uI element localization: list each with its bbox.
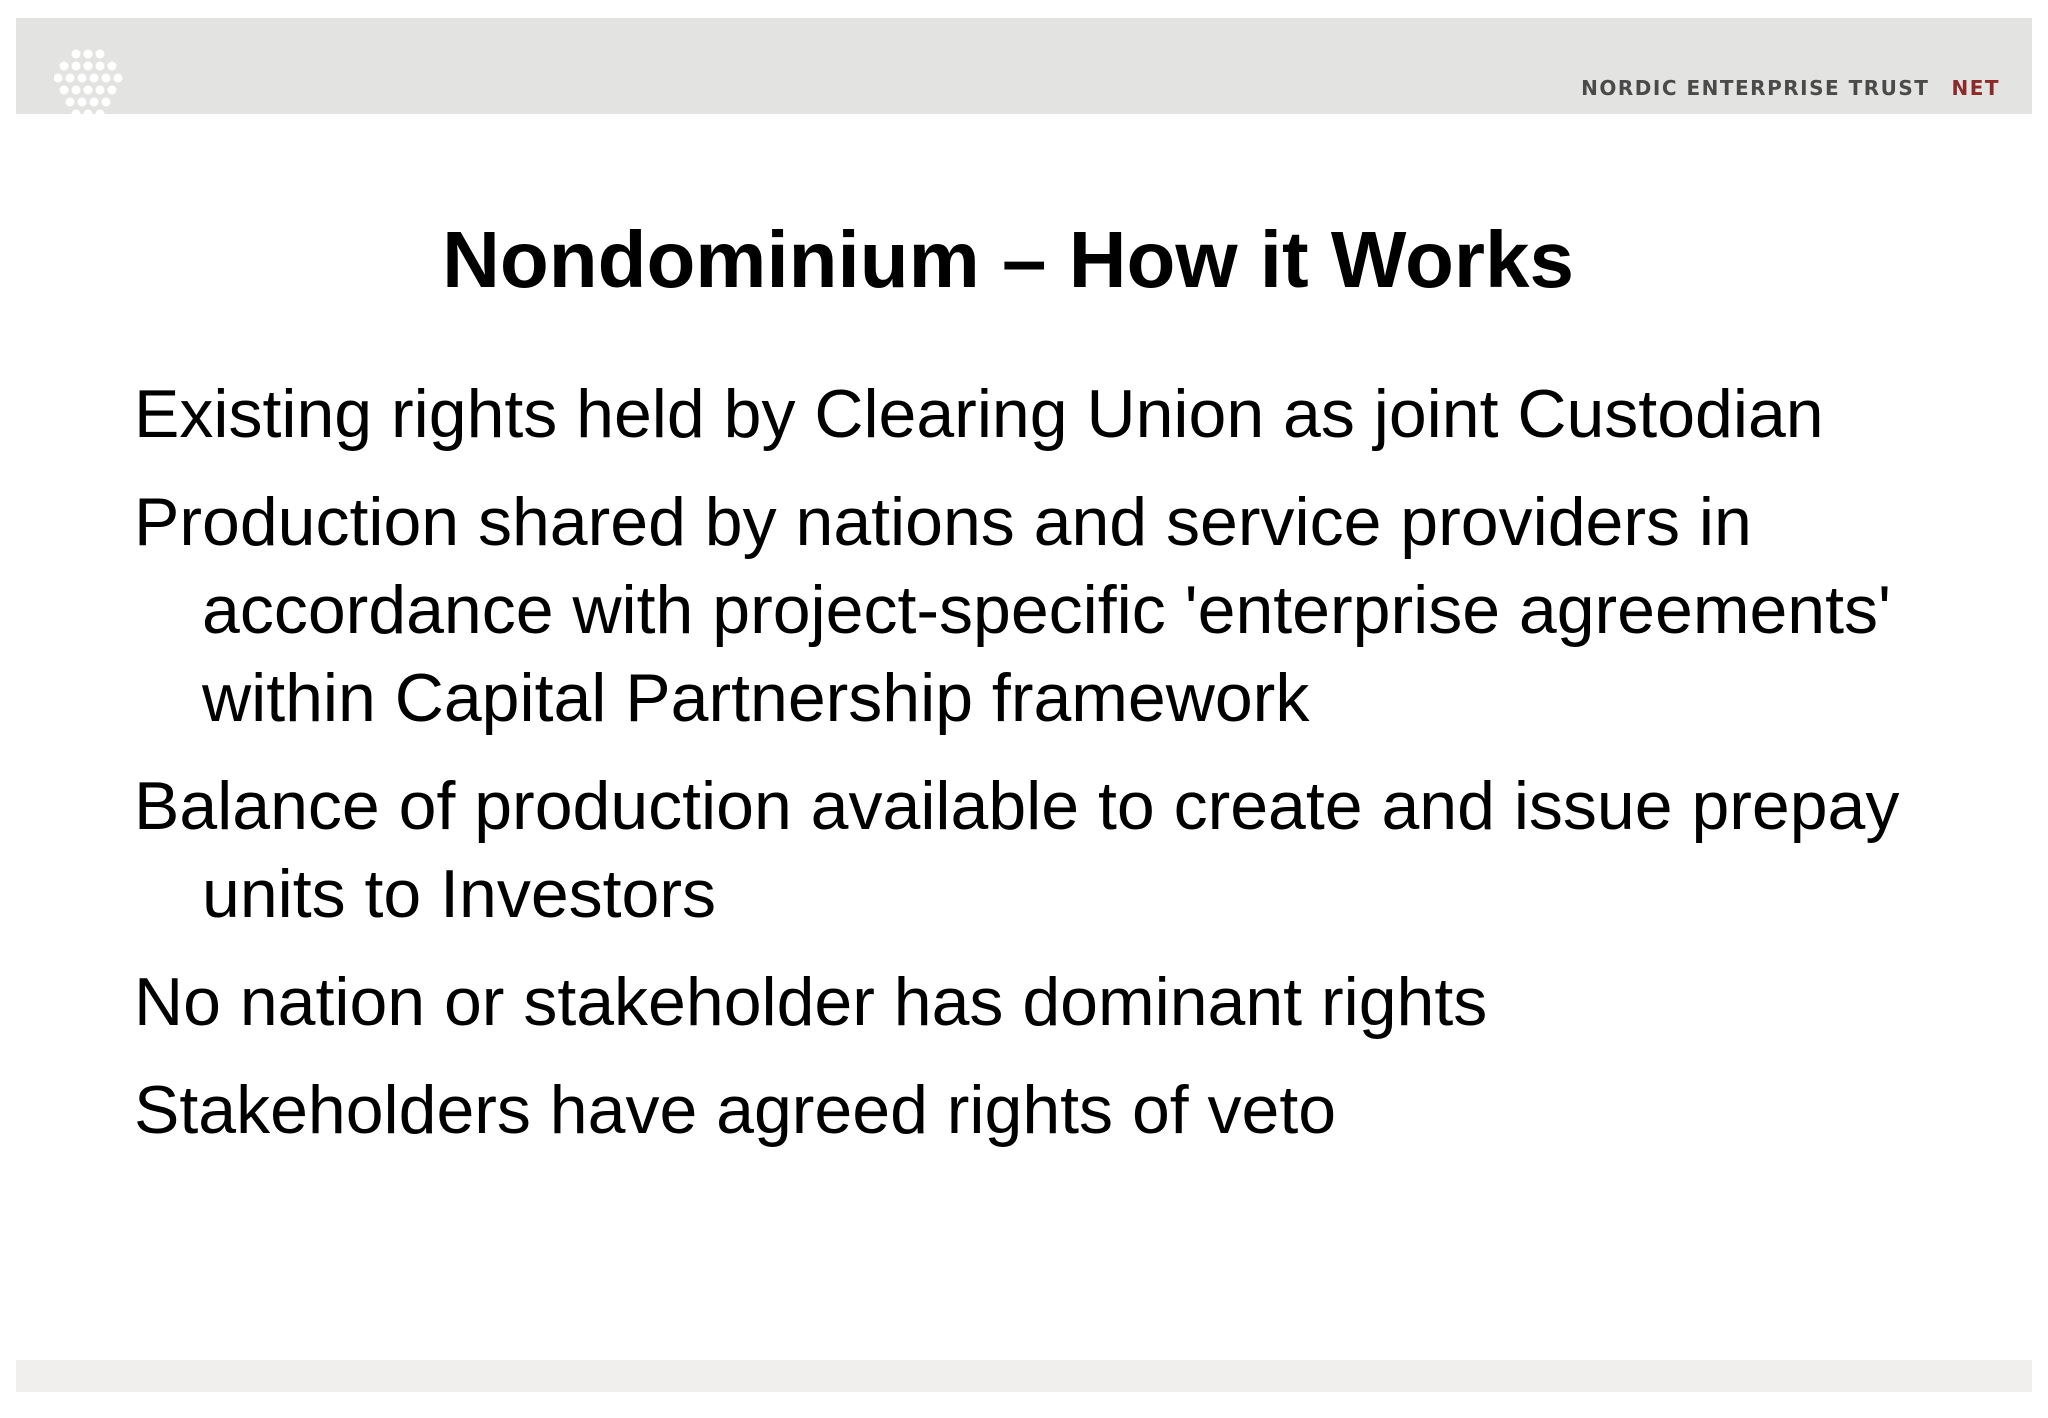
bullet-item: Stakeholders have agreed rights of veto — [134, 1072, 1337, 1148]
bullet-item: No nation or stakeholder has dominant rights — [134, 964, 1488, 1040]
bullet-item: Production shared by nations and service providers in accordance with project-specific 'enterprise agreements' within Capital Partnership framework — [134, 484, 1891, 736]
brand-name: NORDIC ENTERPRISE TRUST — [1581, 76, 1930, 100]
brand-wordmark — [1581, 76, 2000, 100]
footer-bar — [16, 1360, 2032, 1392]
bullet-list — [134, 370, 2014, 1174]
dot-grid-logo-icon — [54, 48, 134, 120]
bullet-item: Existing rights held by Clearing Union as joint Custodian — [134, 376, 1824, 452]
brand-suffix: NET — [1951, 76, 2000, 100]
header-bar — [16, 18, 2032, 114]
bullet-item: Balance of production available to create and issue prepay units to Investors — [134, 768, 1900, 932]
slide-title: Nondominium – How it Works — [442, 215, 1574, 304]
